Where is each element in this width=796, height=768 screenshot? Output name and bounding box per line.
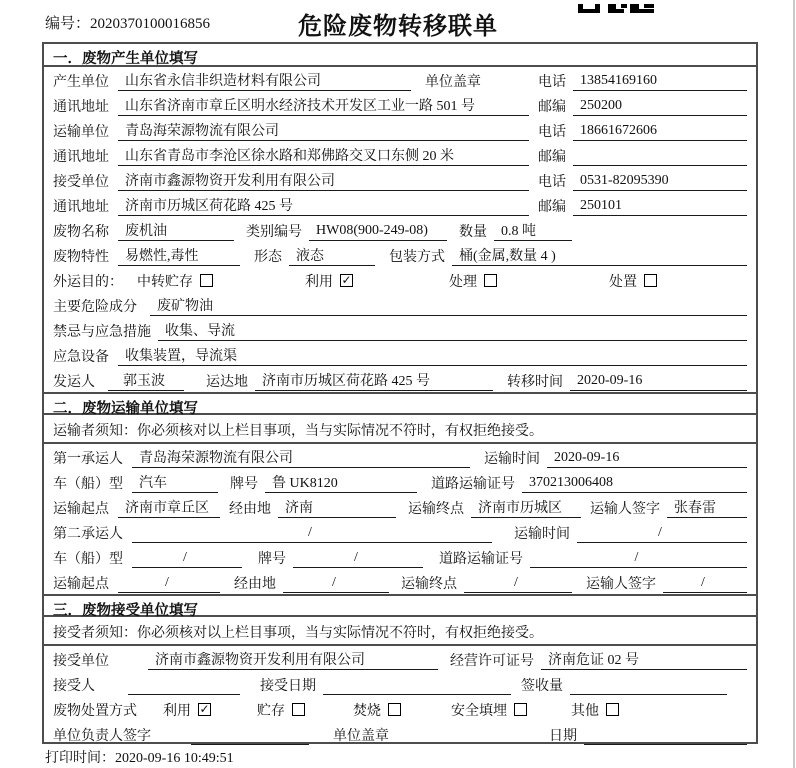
field-label: 废物处置方式 bbox=[53, 704, 137, 719]
option-treat bbox=[449, 271, 497, 291]
checkbox-icon bbox=[200, 274, 213, 287]
responsible-signature-value bbox=[191, 727, 309, 745]
field-row-transport-unit bbox=[53, 119, 747, 144]
field-label: 单位负责人签字 bbox=[53, 729, 151, 744]
section-2-content bbox=[44, 444, 756, 596]
postcode-label: 邮编 bbox=[538, 200, 566, 215]
date-value bbox=[584, 727, 747, 745]
option-label: 中转贮存 bbox=[137, 275, 193, 290]
received-quantity-value bbox=[570, 677, 727, 695]
waste-name-value: 废机油 bbox=[118, 220, 234, 241]
print-time-value: 2020-09-16 10:49:51 bbox=[115, 751, 234, 766]
field-row-receiver-address bbox=[53, 194, 747, 219]
option-store bbox=[257, 700, 305, 720]
field-label: 发运人 bbox=[53, 375, 95, 390]
license-number-value: 济南危证 02 号 bbox=[541, 649, 747, 670]
option-label: 其他 bbox=[571, 704, 599, 719]
field-label: 应急设备 bbox=[53, 350, 109, 365]
option-label: 焚烧 bbox=[353, 704, 381, 719]
producer-unit-value: 山东省永信非织造材料有限公司 bbox=[118, 70, 411, 91]
unit-seal-label: 单位盖章 bbox=[425, 75, 481, 90]
field-row-accept-unit bbox=[53, 648, 747, 673]
field-row-accept-person bbox=[53, 673, 747, 698]
date-label: 日期 bbox=[549, 729, 577, 744]
field-row-consignor bbox=[53, 369, 747, 394]
field-row-vehicle-type-2 bbox=[53, 546, 747, 571]
accept-person-value bbox=[128, 677, 240, 695]
first-carrier-value: 青岛海荣源物流有限公司 bbox=[132, 447, 470, 468]
accept-unit-value: 济南市鑫源物资开发利用有限公司 bbox=[148, 649, 438, 670]
category-code-value: HW08(900-249-08) bbox=[309, 223, 447, 241]
category-code-label: 类别编号 bbox=[246, 225, 302, 240]
field-label: 废物特性 bbox=[53, 250, 109, 265]
transport-time-value: 2020-09-16 bbox=[547, 450, 747, 468]
phone-label: 电话 bbox=[538, 125, 566, 140]
carrier-signature-label: 运输人签字 bbox=[586, 577, 656, 592]
field-row-vehicle-type-1 bbox=[53, 471, 747, 496]
carrier-signature-2-value: / bbox=[663, 575, 747, 593]
print-time-label: 打印时间： bbox=[45, 751, 115, 766]
vehicle-type-value: 汽车 bbox=[132, 472, 218, 493]
transfer-time-label: 转移时间 bbox=[507, 375, 563, 390]
receiver-phone-value: 0531-82095390 bbox=[573, 173, 747, 191]
via-value: 济南 bbox=[278, 497, 396, 518]
terminus-label: 运输终点 bbox=[401, 577, 457, 592]
qr-code-fragment bbox=[578, 0, 654, 18]
option-label: 贮存 bbox=[257, 704, 285, 719]
road-permit-value: 370213006408 bbox=[522, 475, 747, 493]
option-utilize bbox=[305, 271, 353, 291]
section-2-header: 二．废物运输单位填写 bbox=[44, 392, 756, 415]
receiver-unit-value: 济南市鑫源物资开发利用有限公司 bbox=[118, 170, 529, 191]
checkbox-checked-icon: ✓ bbox=[341, 273, 352, 287]
field-label: 主要危险成分 bbox=[53, 300, 137, 315]
field-row-producer-address bbox=[53, 94, 747, 119]
section-1-header: 一．废物产生单位填写 bbox=[44, 44, 756, 67]
manifest-form bbox=[42, 42, 758, 744]
option-other bbox=[571, 700, 619, 720]
destination-value: 济南市历城区荷花路 425 号 bbox=[255, 370, 493, 391]
option-label: 利用 bbox=[305, 275, 333, 290]
via-label: 经由地 bbox=[234, 577, 276, 592]
field-row-disposal-method bbox=[53, 698, 747, 723]
transport-address-value: 山东省青岛市李沧区徐水路和郑佛路交叉口东侧 20 米 bbox=[118, 145, 529, 166]
road-permit-label: 道路运输证号 bbox=[431, 477, 515, 492]
field-label: 运输起点 bbox=[53, 577, 109, 592]
receiver-address-value: 济南市历城区荷花路 425 号 bbox=[118, 195, 529, 216]
serial-label: 编号： bbox=[45, 16, 91, 32]
field-label: 通讯地址 bbox=[53, 200, 109, 215]
producer-phone-value: 13854169160 bbox=[573, 73, 747, 91]
carrier-signature-value: 张春雷 bbox=[667, 497, 747, 518]
field-row-waste-property bbox=[53, 244, 747, 269]
accept-date-value bbox=[323, 677, 511, 695]
print-time bbox=[45, 747, 234, 767]
terminus-value: 济南市历城区 bbox=[471, 497, 581, 518]
section-3-content bbox=[44, 646, 756, 748]
checkbox-icon bbox=[484, 274, 497, 287]
field-row-hazard-components bbox=[53, 294, 747, 319]
license-number-label: 经营许可证号 bbox=[450, 654, 534, 669]
field-row-waste-name bbox=[53, 219, 747, 244]
producer-address-value: 山东省济南市章丘区明水经济技术开发区工业一路 501 号 bbox=[118, 95, 529, 116]
document-header bbox=[0, 0, 796, 42]
transport-postcode-value bbox=[573, 148, 747, 166]
serial-value: 2020370100016856 bbox=[90, 16, 211, 32]
field-label: 产生单位 bbox=[53, 75, 109, 90]
checkbox-icon bbox=[514, 703, 527, 716]
field-row-route-1 bbox=[53, 496, 747, 521]
packaging-label: 包装方式 bbox=[389, 250, 445, 265]
quantity-value: 0.8 吨 bbox=[494, 220, 572, 241]
quantity-label: 数量 bbox=[459, 225, 487, 240]
plate-number-value: 鲁 UK8120 bbox=[265, 472, 417, 493]
packaging-value: 桶(金属,数量 4 ) bbox=[452, 245, 747, 266]
page-title: 危险废物转移联单 bbox=[298, 14, 498, 40]
origin-2-value: / bbox=[118, 575, 220, 593]
option-label: 处理 bbox=[449, 275, 477, 290]
terminus-2-value: / bbox=[464, 575, 572, 593]
received-quantity-label: 签收量 bbox=[521, 679, 563, 694]
field-row-emergency-equipment bbox=[53, 344, 747, 369]
receiver-postcode-value: 250101 bbox=[573, 198, 747, 216]
option-utilize bbox=[163, 700, 211, 720]
hazard-components-value: 废矿物油 bbox=[150, 295, 747, 316]
field-label: 第一承运人 bbox=[53, 452, 123, 467]
field-label: 接受人 bbox=[53, 679, 95, 694]
field-row-responsible-signature bbox=[53, 723, 747, 748]
section-3-header: 三．废物接受单位填写 bbox=[44, 594, 756, 617]
transport-unit-value: 青岛海荣源物流有限公司 bbox=[118, 120, 529, 141]
checkbox-icon bbox=[606, 703, 619, 716]
plate-number-label: 牌号 bbox=[230, 477, 258, 492]
option-label: 利用 bbox=[163, 704, 191, 719]
checkbox-checked-icon: ✓ bbox=[199, 702, 210, 716]
field-label: 运输单位 bbox=[53, 125, 109, 140]
transport-time-label: 运输时间 bbox=[484, 452, 540, 467]
phone-label: 电话 bbox=[538, 175, 566, 190]
field-row-first-carrier bbox=[53, 446, 747, 471]
checkbox-icon bbox=[292, 703, 305, 716]
field-label: 通讯地址 bbox=[53, 150, 109, 165]
field-label: 外运目的： bbox=[53, 275, 123, 290]
origin-value: 济南市章丘区 bbox=[118, 497, 220, 518]
form-state-label: 形态 bbox=[254, 250, 282, 265]
terminus-label: 运输终点 bbox=[408, 502, 464, 517]
checkbox-icon bbox=[388, 703, 401, 716]
second-carrier-value: / bbox=[132, 525, 492, 543]
field-row-emergency-measures bbox=[53, 319, 747, 344]
field-label: 通讯地址 bbox=[53, 100, 109, 115]
option-label: 安全填埋 bbox=[451, 704, 507, 719]
waste-property-value: 易燃性,毒性 bbox=[118, 245, 240, 266]
destination-label: 运达地 bbox=[206, 375, 248, 390]
transport-phone-value: 18661672606 bbox=[573, 123, 747, 141]
option-dispose bbox=[609, 271, 657, 291]
field-row-outbound-purpose bbox=[53, 269, 747, 294]
phone-label: 电话 bbox=[538, 75, 566, 90]
form-state-value: 液态 bbox=[289, 245, 375, 266]
section-1-content bbox=[44, 67, 756, 394]
plate-number-2-value: / bbox=[293, 550, 423, 568]
option-label: 处置 bbox=[609, 275, 637, 290]
producer-postcode-value: 250200 bbox=[573, 98, 747, 116]
field-label: 车（船）型 bbox=[53, 477, 123, 492]
field-label: 第二承运人 bbox=[53, 527, 123, 542]
postcode-label: 邮编 bbox=[538, 150, 566, 165]
field-row-second-carrier bbox=[53, 521, 747, 546]
carrier-signature-label: 运输人签字 bbox=[590, 502, 660, 517]
field-label: 禁忌与应急措施 bbox=[53, 325, 151, 340]
via-2-value: / bbox=[283, 575, 389, 593]
checkbox-icon bbox=[644, 274, 657, 287]
page-edge-line bbox=[793, 0, 795, 768]
accept-date-label: 接受日期 bbox=[260, 679, 316, 694]
field-row-route-2 bbox=[53, 571, 747, 596]
unit-seal-label: 单位盖章 bbox=[333, 729, 389, 744]
field-label: 废物名称 bbox=[53, 225, 109, 240]
option-incinerate bbox=[353, 700, 401, 720]
field-row-receiver-unit bbox=[53, 169, 747, 194]
field-label: 接受单位 bbox=[53, 175, 109, 190]
road-permit-2-value: / bbox=[530, 550, 747, 568]
road-permit-label: 道路运输证号 bbox=[439, 552, 523, 567]
option-landfill bbox=[451, 700, 527, 720]
emergency-measures-value: 收集、导流 bbox=[158, 320, 747, 341]
vehicle-type-2-value: / bbox=[132, 550, 242, 568]
field-label: 运输起点 bbox=[53, 502, 109, 517]
consignor-value: 郭玉波 bbox=[108, 370, 184, 391]
transporter-notice: 运输者须知：你必须核对以上栏目事项，当与实际情况不符时，有权拒绝接受。 bbox=[44, 415, 756, 444]
field-label: 接受单位 bbox=[53, 654, 109, 669]
option-transfer-storage bbox=[137, 271, 213, 291]
transport-time-label: 运输时间 bbox=[514, 527, 570, 542]
field-label: 车（船）型 bbox=[53, 552, 123, 567]
field-row-transport-address bbox=[53, 144, 747, 169]
transfer-time-value: 2020-09-16 bbox=[570, 373, 747, 391]
postcode-label: 邮编 bbox=[538, 100, 566, 115]
via-label: 经由地 bbox=[229, 502, 271, 517]
field-row-producer-unit bbox=[53, 69, 747, 94]
emergency-equipment-value: 收集装置，导流渠 bbox=[118, 345, 747, 366]
plate-number-label: 牌号 bbox=[258, 552, 286, 567]
transport-time-2-value: / bbox=[577, 525, 747, 543]
receiver-notice: 接受者须知：你必须核对以上栏目事项，当与实际情况不符时，有权拒绝接受。 bbox=[44, 617, 756, 646]
